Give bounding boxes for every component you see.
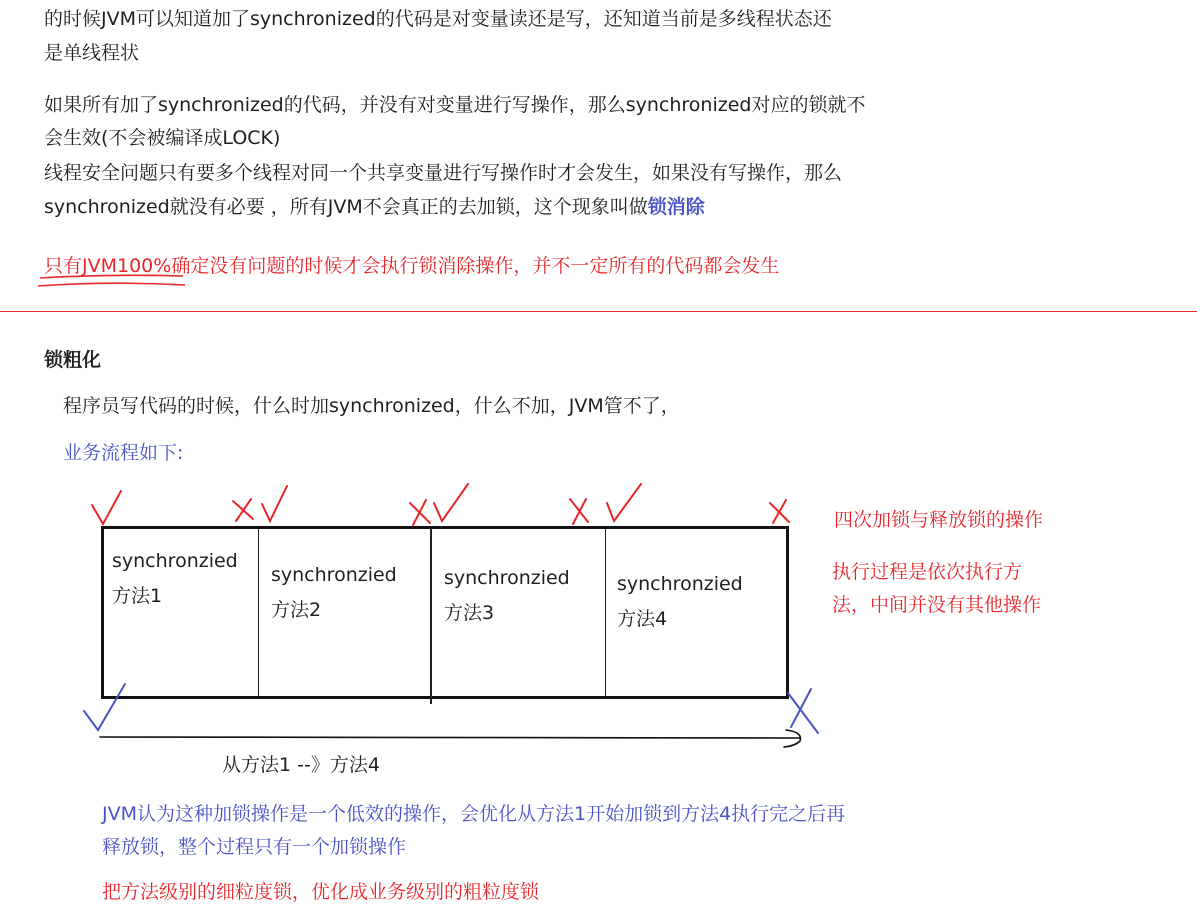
merged-unlock-x-icon xyxy=(788,689,818,733)
paragraph-line: 的时候JVM可以知道加了synchronized的代码是对变量读还是写，还知道当前是多线程状态还 xyxy=(44,8,832,30)
paragraph-text: synchronized就没有必要 ，所有JVM不会真正的去加锁，这个现象叫做 xyxy=(44,196,648,218)
paragraph-line: 如果所有加了synchronized的代码，并没有对变量进行写操作，那么synchronized对应的锁就不 xyxy=(44,94,866,116)
paragraph-line: 是单线程状 xyxy=(44,42,140,64)
cell-keyword: synchronzied xyxy=(444,567,570,589)
cell-method: 方法4 xyxy=(617,608,668,630)
side-note: 执行过程是依次执行方 xyxy=(832,561,1023,583)
intro-text: 程序员写代码的时候，什么时加synchronized，什么不加，JVM管不了， xyxy=(63,395,680,417)
side-note: 法，中间并没有其他操作 xyxy=(832,594,1042,616)
paragraph-line: 线程安全问题只有要多个线程对同一个共享变量进行写操作时才会发生，如果没有写操作，那么 xyxy=(44,162,843,184)
underline-squiggle xyxy=(40,275,183,278)
jvm-note: 释放锁，整个过程只有一个加锁操作 xyxy=(102,836,407,858)
red-note: 只有JVM100%确定没有问题的时候才会执行锁消除操作，并不一定所有的代码都会发生 xyxy=(44,255,780,277)
lock-check-icon xyxy=(607,484,641,521)
lock-check-icon xyxy=(434,484,468,521)
lock-check-icon xyxy=(262,486,287,521)
flow-arrow xyxy=(100,737,800,738)
cell-method: 方法3 xyxy=(444,602,495,624)
unlock-x-icon xyxy=(770,500,789,523)
jvm-note: JVM认为这种加锁操作是一个低效的操作，会优化从方法1开始加锁到方法4执行完之后再 xyxy=(102,803,846,825)
lock-check-icon xyxy=(92,491,121,524)
flow-label: 业务流程如下: xyxy=(63,442,184,464)
section-heading: 锁粗化 xyxy=(44,349,102,371)
cell-method: 方法2 xyxy=(271,599,322,621)
underline-squiggle xyxy=(38,283,185,286)
merged-lock-check-icon xyxy=(84,684,125,730)
side-note: 四次加锁与释放锁的操作 xyxy=(834,509,1044,531)
paragraph-line: 会生效(不会被编译成LOCK) xyxy=(44,127,281,149)
arrow-label: 从方法1 --》方法4 xyxy=(222,754,380,776)
cell-keyword: synchronzied xyxy=(271,564,397,586)
cell-keyword: synchronzied xyxy=(112,550,238,572)
cell-method: 方法1 xyxy=(112,585,163,607)
red-summary: 把方法级别的细粒度锁，优化成业务级别的粗粒度锁 xyxy=(102,881,540,903)
unlock-x-icon xyxy=(233,499,253,521)
unlock-x-icon xyxy=(570,499,588,524)
cell-keyword: synchronzied xyxy=(617,573,743,595)
unlock-x-icon xyxy=(410,500,430,525)
lock-elimination-term: 锁消除 xyxy=(647,196,705,218)
